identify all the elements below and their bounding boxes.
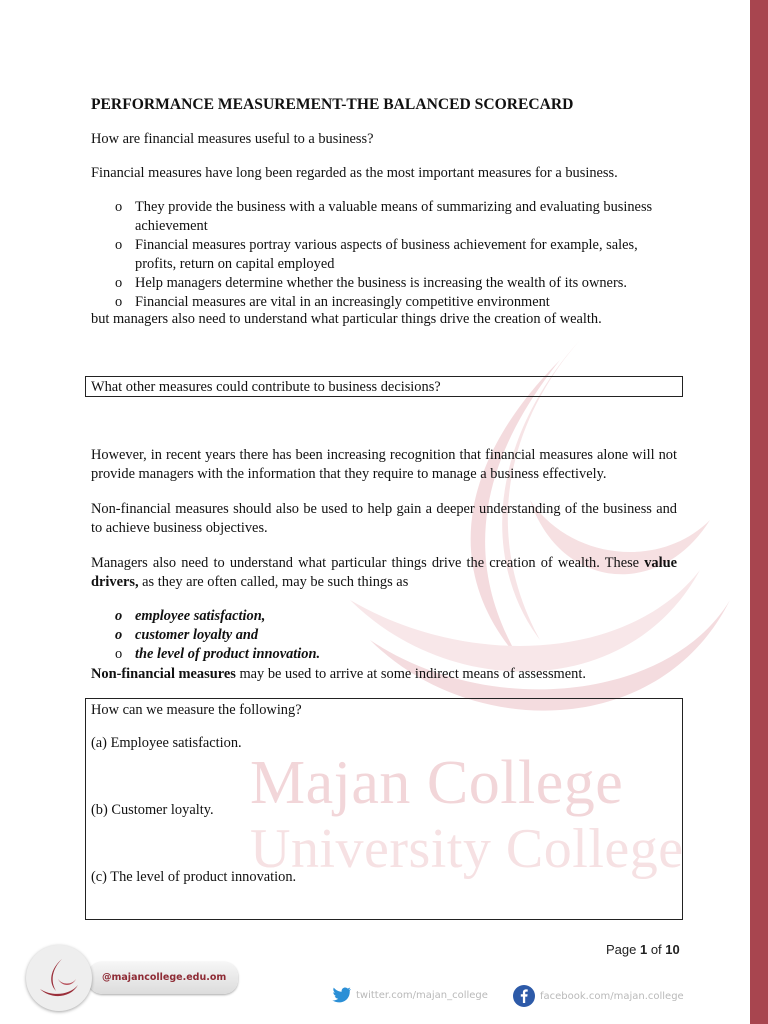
question-item-employee: (a) Employee satisfaction. (91, 735, 242, 751)
page-current: 1 (639, 942, 648, 957)
twitter-bird-icon (332, 986, 352, 1004)
value-drivers-term: value drivers, (91, 555, 677, 590)
question-box-text: What other measures could contribute to business decisions? (91, 379, 441, 395)
page-label: Page (606, 942, 640, 957)
question-financial-measures: How are financial measures useful to a business? (91, 131, 374, 147)
twitter-link[interactable] (332, 986, 488, 1004)
list-item-text: Help managers determine whether the business is increasing the wealth of its owners. (135, 275, 627, 291)
brand-sidebar-stripe (750, 0, 768, 1024)
facebook-link[interactable] (512, 984, 684, 1008)
bullet-marker: o (115, 608, 123, 624)
list-item-text: customer loyalty and (135, 627, 259, 643)
watermark-line-1: Majan College (250, 749, 624, 817)
question-box-prompt: How can we measure the following? (91, 702, 302, 718)
bullet-marker: o (115, 627, 123, 643)
paragraph-value-drivers (91, 554, 677, 592)
page-total: 10 (665, 942, 680, 957)
list-item-text: Financial measures portray various aspects of business achievement for example, sales, profits, return on capital employed (135, 237, 638, 272)
list-item (115, 607, 677, 626)
bullet-marker: o (115, 237, 123, 253)
value-drivers-list (115, 607, 677, 664)
bullet-marker: o (115, 199, 123, 215)
facebook-icon (512, 984, 536, 1008)
college-logo-icon (26, 945, 92, 1011)
question-box-other-measures (85, 376, 683, 397)
non-financial-assessment-text (91, 665, 677, 684)
intro-paragraph: Financial measures have long been regarded as the most important measures for a business. (91, 165, 618, 181)
non-financial-rest: may be used to arrive at some indirect means of assessment. (235, 666, 586, 682)
college-logo-badge (26, 945, 92, 1011)
website-link[interactable] (88, 962, 238, 994)
question-item-customer: (b) Customer loyalty. (91, 802, 214, 818)
watermark-line-2: University College (250, 818, 684, 880)
list-item-text: They provide the business with a valuable means of summarizing and evaluating business achievement (135, 199, 653, 234)
list-item-text: Financial measures are vital in an increasingly competitive environment (135, 294, 550, 310)
list-item-text: the level of product innovation. (135, 646, 321, 662)
website-text: @majancollege.edu.om (102, 972, 227, 983)
value-drivers-rest: as they are often called, may be such things as (138, 574, 409, 590)
paragraph-however: However, in recent years there has been increasing recognition that financial measures alone will not provide managers with the information that they require to manage a business effectively. (91, 447, 677, 482)
facebook-text: facebook.com/majan.college (540, 990, 684, 1002)
list-item (115, 236, 677, 274)
non-financial-term: Non-financial measures (91, 666, 236, 682)
question-item-innovation: (c) The level of product innovation. (91, 869, 297, 885)
paragraph-non-financial: Non-financial measures should also be used to help gain a deeper understanding of the business and to achieve business objectives. (91, 501, 677, 536)
bullet-marker: o (115, 294, 123, 310)
bullet-marker: o (115, 646, 123, 662)
question-box-measure (85, 698, 683, 920)
page-title: PERFORMANCE MEASUREMENT-THE BALANCED SCORECARD (91, 96, 574, 113)
value-drivers-intro: Managers also need to understand what particular things drive the creation of wealth. These (91, 555, 645, 571)
page-number (606, 942, 680, 957)
financial-measures-list (115, 198, 677, 312)
page-of: of (647, 942, 666, 957)
list-item (115, 626, 677, 645)
list-item-text: employee satisfaction, (135, 608, 266, 624)
list-item (115, 198, 677, 236)
list-item (115, 645, 677, 664)
twitter-text: twitter.com/majan_college (356, 989, 488, 1001)
bullet-marker: o (115, 275, 123, 291)
after-bullets-text: but managers also need to understand what particular things drive the creation of wealth. (91, 311, 602, 327)
list-item (115, 274, 677, 293)
